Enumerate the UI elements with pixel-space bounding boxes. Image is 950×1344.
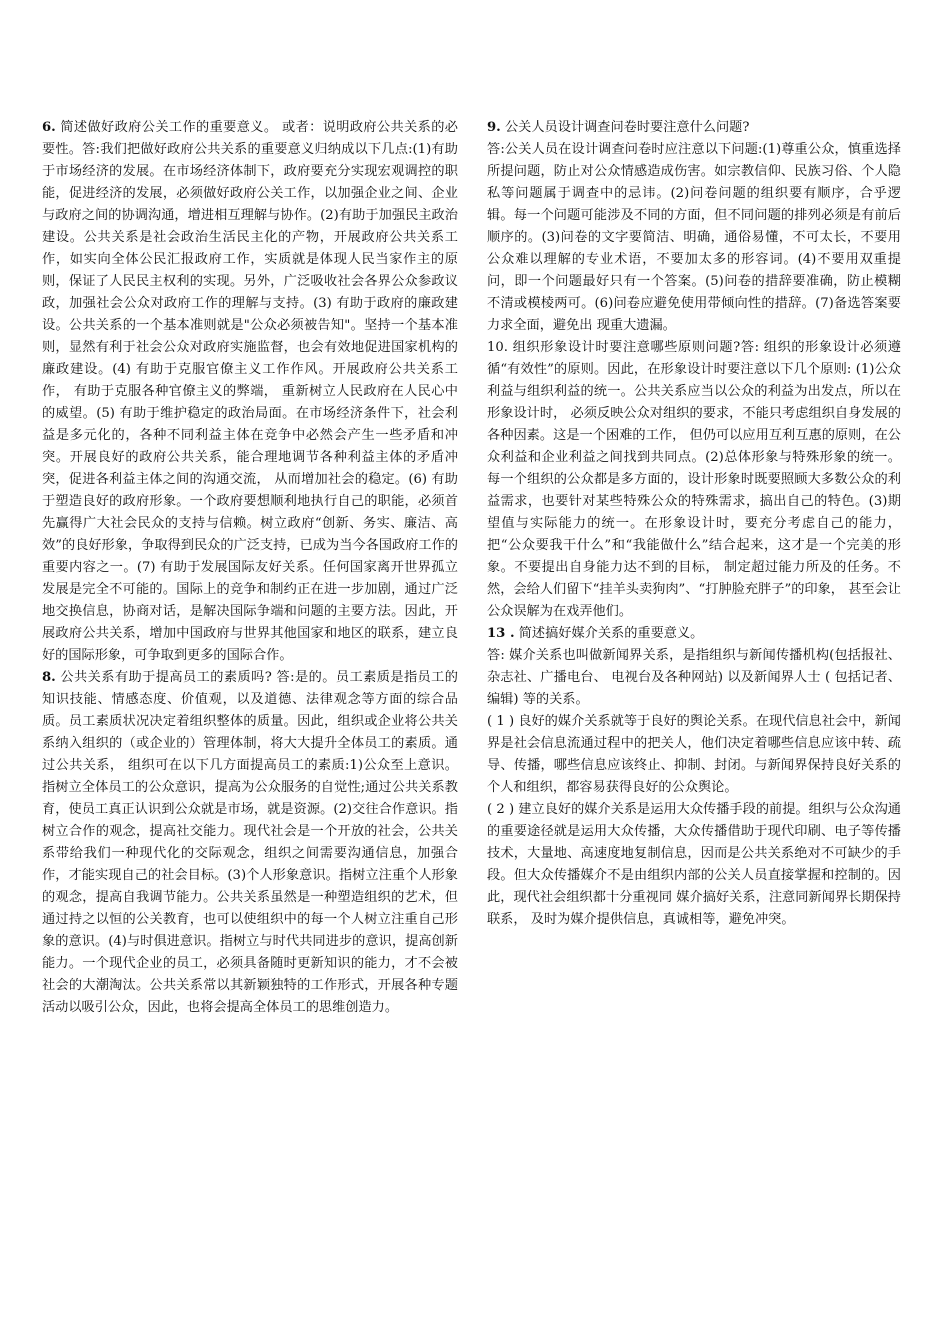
- right-column: [487, 117, 901, 931]
- answer-text: ( 1 ) 良好的媒介关系就等于良好的舆论关系。在现代信息社会中，新闻界是社会信息流通过程中的把关人，他们决定着哪些信息应该中转、疏导、传播，哪些信息应该终止、抑制、封闭。与新闻界保持良好关系的个人和组织，都容易获得良好的公众舆论。: [487, 714, 901, 795]
- answer-13-point-1: [487, 711, 901, 799]
- answer-13-intro: [487, 645, 901, 711]
- question-number: 13 .: [487, 626, 515, 641]
- question-10: [487, 337, 901, 623]
- question-13: [487, 623, 901, 645]
- question-6: [42, 117, 458, 667]
- question-number: 8.: [42, 670, 56, 685]
- question-number: 6.: [42, 120, 56, 135]
- question-title: 简述搞好媒介关系的重要意义。: [514, 626, 704, 641]
- answer-text: ( 2 ) 建立良好的媒介关系是运用大众传播手段的前提。组织与公众沟通的重要途径就是运用大众传播，大众传播借助于现代印刷、电子等传播技术，大量地、高速度地复制信息，因而是公共关系绝对不可缺少的手段。但大众传播媒介不是由组织内部的公关人员直接掌握和控制的。因此，现代社会组织都十分重视同 媒介搞好关系，注意同新闻界长期保持联系， 及时为媒介提供信息，真诚相等，避免冲突。: [487, 802, 901, 927]
- answer-text: 答:是的。员工素质是指员工的知识技能、情感态度、价值观，以及道德、法律观念等方面的综合品质。员工素质状况决定着组织整体的质量。因此，组织或企业将公共关系纳入组织的（或企业的）管理体制，将大大提升全体员工的素质。通过公共关系， 组织可在以下几方面提高员工的素质:1)公众至上意识。指树立全体员工的公众意识，提高为公众服务的自觉性;通过公共关系教育，使员工真正认识到公众就是市场，就是资源。(2)交往合作意识。指树立合作的观念，提高社交能力。现代社会是一个开放的社会，公共关系带给我们一种现代化的交际观念，组织之间需要沟通信息，加强合作，才能实现自己的社会目标。(3)个人形象意识。指树立注重个人形象的观念，提高自我调节能力。公共关系虽然是一种塑造组织的艺术，但通过持之以恒的公关教育，也可以使组织中的每一个人树立注重自己形象的意识。(4)与时俱进意识。指树立与时代共同进步的意识，提高创新能力。一个现代企业的员工，必须具备随时更新知识的能力，才不会被社会的大潮淘汰。公共关系常以其新颖独特的工作形式，开展各种专题活动以吸引公众，因此，也将会提高全体员工的思维创造力。: [42, 670, 458, 1015]
- question-8: [42, 667, 458, 1019]
- answer-text: 或者：说明政府公共关系的必要性。答:我们把做好政府公共关系的重要意义归纳成以下几点:(1)有助于市场经济的发展。在市场经济体制下，政府要充分实现宏观调控的职能，促进经济的发展，必须做好政府公关工作，以加强企业之间、企业与政府之间的协调沟通，增进相互理解与协作。(2)有助于加强民主政治建设。公共关系是社会政治生活民主化的产物，开展政府公共关系工作，如实向全体公民汇报政府工作，实质就是体现人民当家作主的原则，保证了人民民主权利的实现。另外，广泛吸收社会各界公众参政议政，加强社会公众对政府工作的理解与支持。(3) 有助于政府的廉政建设。公共关系的一个基本准则就是"公众必须被告知"。坚持一个基本准则，显然有利于社会公众对政府实施监督，也会有效地促进国家机构的廉政建设。(4) 有助于克服官僚主义工作作风。开展政府公共关系工作， 有助于克服各种官僚主义的弊端， 重新树立人民政府在人民心中的威望。(5) 有助于维护稳定的政治局面。在市场经济条件下，社会利益是多元化的，各种不同利益主体在竞争中必然会产生一些矛盾和冲突。开展良好的政府公共关系，能合理地调节各种利益主体的矛盾冲突，促进各利益主体之间的沟通交流， 从而增加社会的稳定。(6) 有助于塑造良好的政府形象。一个政府要想顺利地执行自己的职能，必须首先赢得广大社会民众的支持与信赖。树立政府“创新、务实、廉洁、高效”的良好形象，争取得到民众的广泛支持，已成为当今各国政府工作的重要内容之一。(7) 有助于发展国际友好关系。任何国家离开世界孤立发展是完全不可能的。国际上的竞争和制约正在进一步加剧，通过广泛地交换信息，协商对话，是解决国际争端和问题的主要方法。因此，开展政府公共关系，增加中国政府与世界其他国家和地区的联系，建立良好的国际形象，可争取到更多的国际合作。: [42, 120, 458, 663]
- question-9: [487, 117, 901, 337]
- question-title: 简述做好政府公关工作的重要意义。: [55, 120, 278, 135]
- question-number: 9.: [487, 120, 501, 135]
- question-title: 公共关系有助于提高员工的素质吗?: [55, 670, 272, 685]
- answer-13-point-2: [487, 799, 901, 931]
- answer-text: 10. 组织形象设计时要注意哪些原则问题?答: 组织的形象设计必须遵循“有效性”的原则。因此，在形象设计时要注意以下几个原则: (1)公众利益与组织利益的统一。公共关系应当以公众的利益为出发点，所以在形象设计时， 必须反映公众对组织的要求，不能只考虑组织自身发展的各种因素。这是一个困难的工作， 但仍可以应用互利互惠的原则，在公众利益和企业利益之间找到共同点。(2)总体形象与特殊形象的统一。每一个组织的公众都是多方面的，设计形象时既要照顾大多数公众的利益需求，也要针对某些特殊公众的特殊需求，搞出自己的特色。(3)期望值与实际能力的统一。在形象设计时，要充分考虑自己的能力，把“公众要我干什么”和“我能做什么”结合起来，这才是一个完美的形象。不要提出自身能力达不到的目标， 制定超过能力所及的任务。不然，会给人们留下“挂羊头卖狗肉”、“打肿脸充胖子”的印象， 甚至会让公众误解为在戏弄他们。: [487, 340, 901, 619]
- answer-text: 答:公关人员在设计调查问卷时应注意以下问题:(1)尊重公众，慎重选择所提问题，防止对公众情感造成伤害。如宗教信仰、民族习俗、个人隐私等问题属于调查中的忌讳。(2)问卷问题的组织要有顺序，合乎逻辑。每一个问题可能涉及不同的方面，但不同问题的排列必须是有前后顺序的。(3)问卷的文字要简洁、明确，通俗易懂，不可太长，不要用公众难以理解的专业术语，不要加太多的形容词。(4)不要用双重提问，即一个问题最好只有一个答案。(5)问卷的措辞要准确，防止模糊不清或模棱两可。(6)问卷应避免使用带倾向性的措辞。(7)备选答案要力求全面，避免出 现重大遗漏。: [487, 142, 901, 333]
- left-column: [42, 117, 458, 1019]
- question-title: 公关人员设计调查问卷时要注意什么问题?: [500, 120, 750, 135]
- answer-text: 答: 媒介关系也叫做新闻界关系，是指组织与新闻传播机构(包括报社、杂志社、广播电台、 电视台及各种网站) 以及新闻界人士 ( 包括记者、 编辑) 等的关系。: [487, 648, 901, 707]
